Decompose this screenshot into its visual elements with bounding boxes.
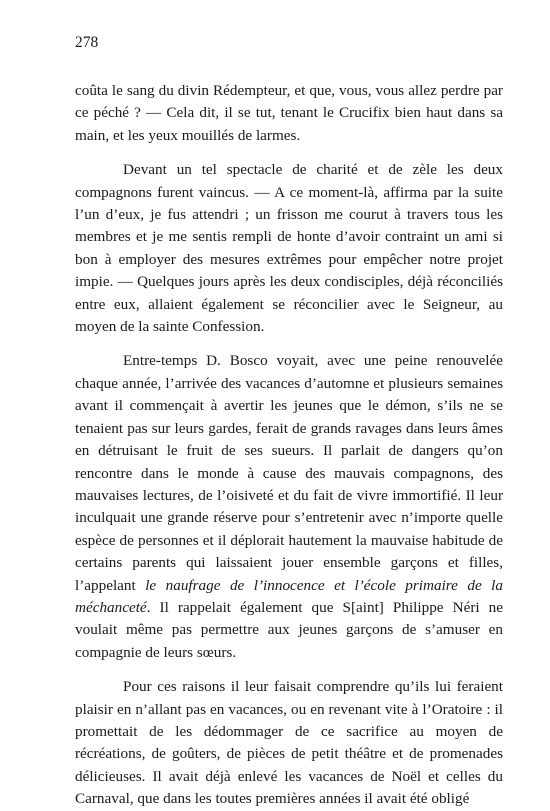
- paragraph-3: [75, 350, 503, 664]
- paragraph-3-italic-quote: le naufrage de l’innocence et l’école primaire de la méchanceté: [75, 576, 503, 616]
- paragraph-3-text-after: . Il rappelait également que S[aint] Philippe Néri ne voulait même pas permettre aux jeunes garçons de s’amuser en compagnie de leurs sœurs.: [75, 598, 503, 661]
- paragraph-4: Pour ces raisons il leur faisait comprendre qu’ils lui feraient plaisir en n’allant pas en vacances, ou en revenant vite à l’Oratoire : il promettait de les dédommager de ce sacrifice au moyen de récréations, de goûters, de pièces de petit théâtre et de promenades délicieuses. Il avait déjà enlevé les vacances de Noël et celles du Carnaval, que dans les toutes premières années il avait été obligé: [75, 678, 503, 808]
- paragraph-2: Devant un tel spectacle de charité et de zèle les deux compagnons furent vaincus. — A ce moment-là, affirma par la suite l’un d’eux, je fus attendri ; un frisson me courut à travers tous les membres et je me sentis rempli de honte d’avoir contraint un ami si bon à employer des mesures extrêmes pour empêcher notre projet impie. — Quelques jours après les deux condisciples, déjà réconciliés entre eux, allaient également se réconcilier avec le Seigneur, au moyen de la sainte Confession.: [75, 161, 503, 336]
- paragraph-1: coûta le sang du divin Rédempteur, et que, vous, vous allez perdre par ce péché ? — Cela dit, il se tut, tenant le Crucifix bien haut dans sa main, et les yeux mouillés de larmes.: [75, 82, 503, 144]
- body-text: [75, 80, 503, 811]
- page-number: 278: [75, 34, 99, 51]
- paragraph-3-text-before: Entre-temps D. Bosco voyait, avec une peine renouvelée chaque année, l’arrivée des vacances d’automne et plusieurs semaines avant il commençait à avertir les jeunes que le démon, s’ils ne se tenaient pas sur leurs gardes, ferait de grands ravages dans leurs âmes en détruisant le fruit de ses sueurs. Il parlait de dangers qu’on rencontre dans le monde à cause des mauvais compagnons, des mauvaises lectures, de l’oisiveté et du fait de vivre immortifié. Il leur inculquait une grande réserve pour s’entretenir avec n’importe quelle espèce de personnes et il déplorait hautement la mauvaise habitude de certains parents qui laissaient jouer ensemble garçons et filles, l’appelant: [75, 352, 503, 594]
